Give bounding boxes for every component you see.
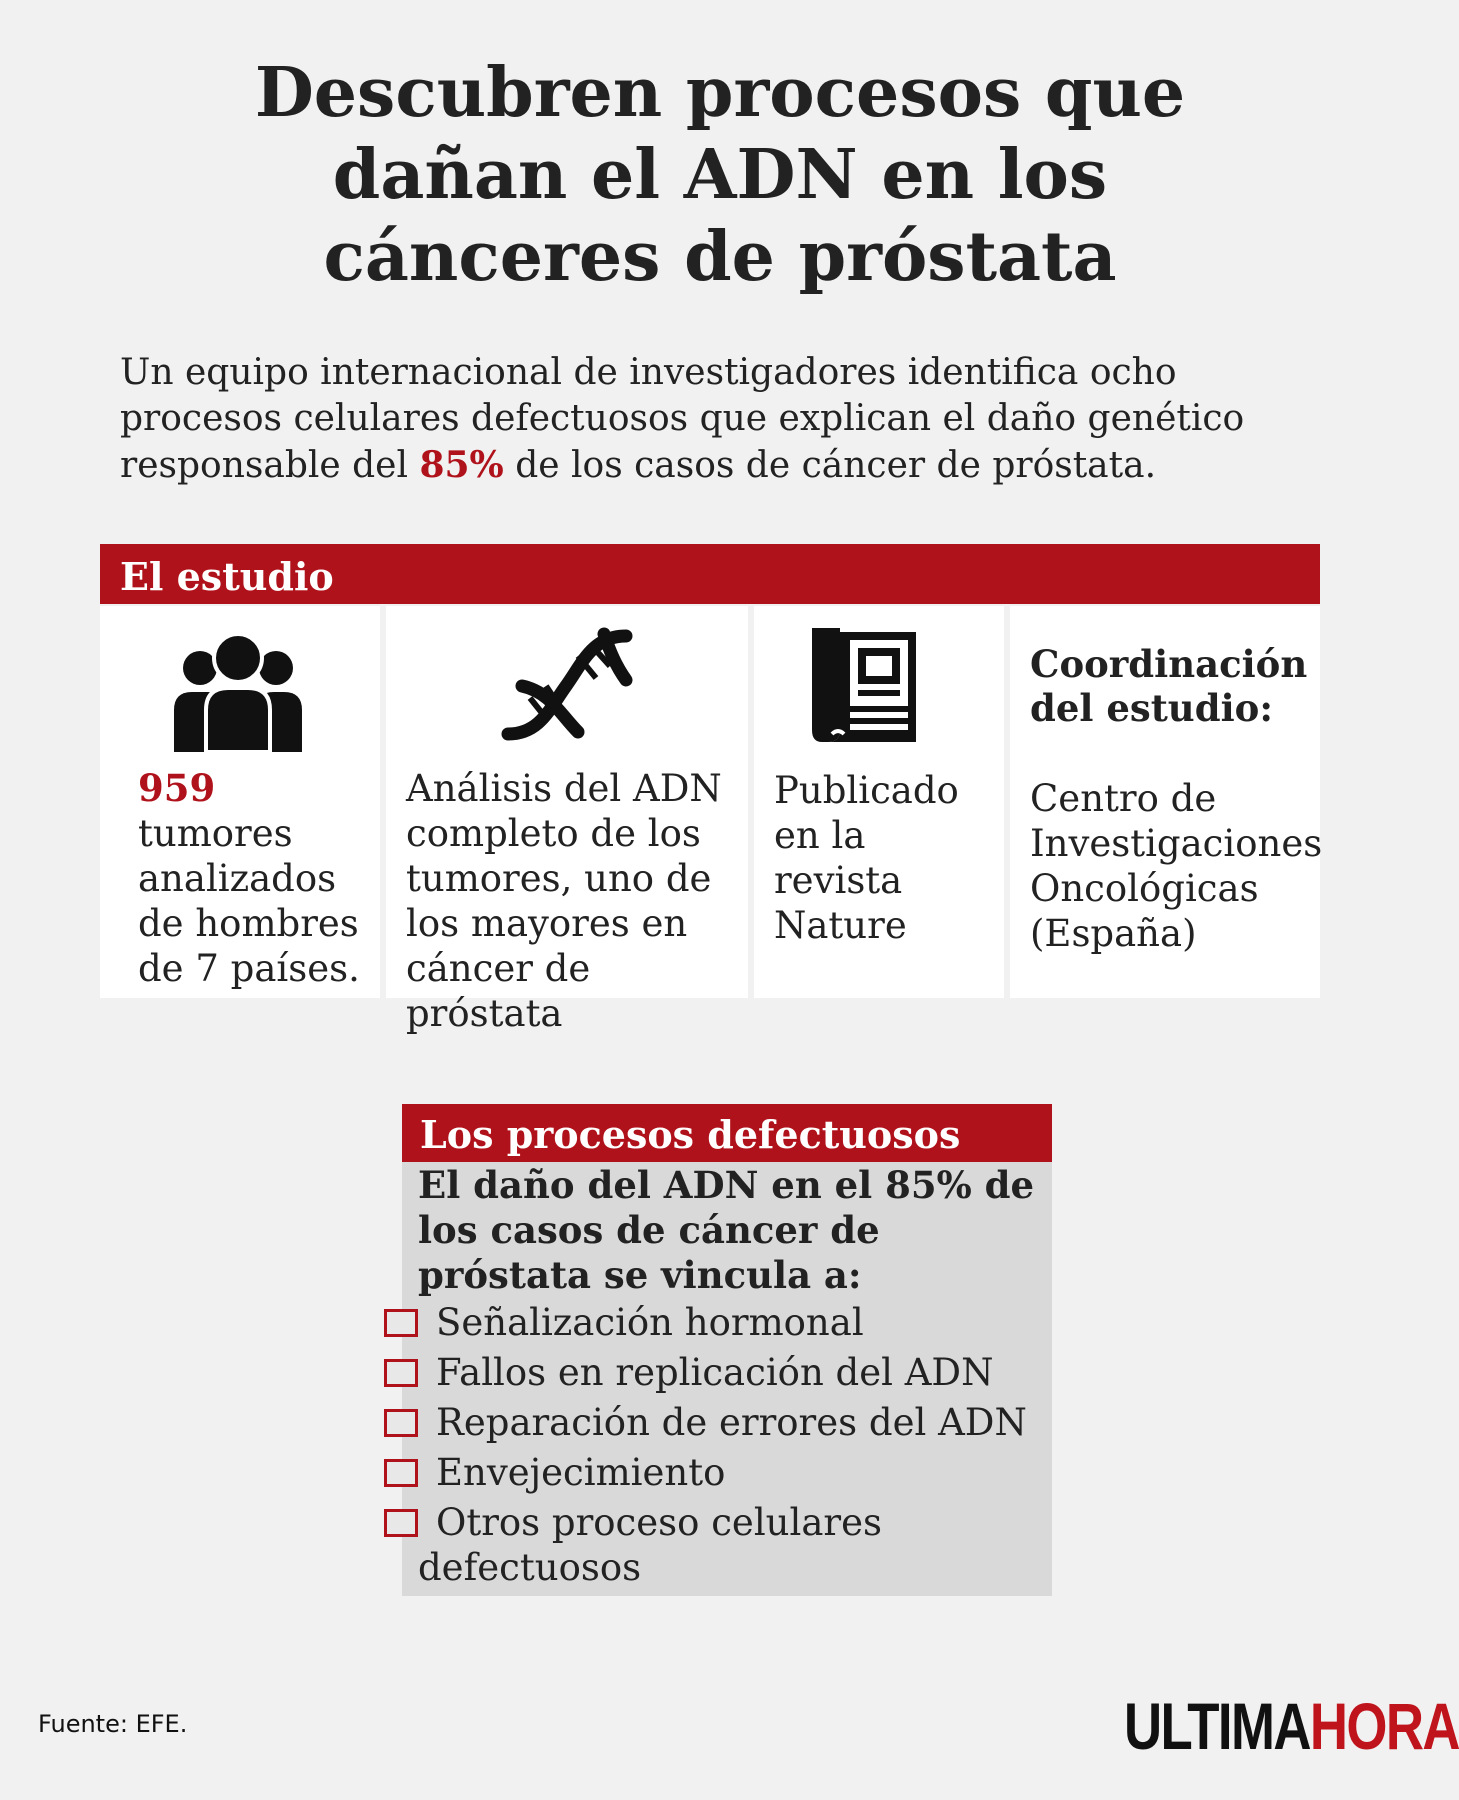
intro-highlight: 85% — [419, 444, 504, 486]
process-label: Otros proceso celulares — [436, 1501, 882, 1544]
source-note: Fuente: EFE. — [38, 1710, 188, 1738]
journal-icon — [810, 622, 920, 748]
analysis-cell — [386, 606, 748, 1035]
tumors-description: tumores analizados de hombres de 7 países. — [138, 812, 360, 990]
process-item — [382, 1350, 1062, 1395]
process-label: Envejecimiento — [436, 1451, 726, 1494]
intro-text: Un equipo internacional de investigadores identifica ocho procesos celulares defectuosos que explican el daño genético responsable del — [120, 352, 1245, 486]
process-label: Reparación de errores del ADN — [436, 1401, 1027, 1444]
title-line: dañan el ADN en los — [332, 135, 1108, 215]
checkbox-icon — [384, 1509, 418, 1537]
title-line: Descubren procesos que — [254, 53, 1186, 133]
dna-icon — [500, 622, 634, 748]
tumors-count: 959 — [138, 766, 216, 810]
processes-lead: El daño del ADN en el 85% de los casos de cáncer de próstata se vincula a: — [418, 1163, 1035, 1297]
process-item — [382, 1450, 1062, 1495]
coordination-label: Coordinación del estudio: — [1030, 642, 1308, 730]
coordination-value: Centro de Investigaciones Oncológicas (España) — [1030, 777, 1323, 955]
logo-part-ultima: ULTIMA — [1124, 1689, 1310, 1763]
process-item — [382, 1400, 1062, 1445]
process-label: Señalización hormonal — [436, 1301, 864, 1344]
processes-heading: Los procesos defectuosos — [402, 1104, 1052, 1162]
analysis-text: Análisis del ADN completo de los tumores, uno de los mayores en cáncer de próstata — [406, 767, 722, 1035]
coordination-cell — [1010, 606, 1323, 998]
checkbox-icon — [384, 1359, 418, 1387]
process-item — [382, 1300, 1062, 1345]
intro-paragraph — [120, 350, 1340, 489]
process-label-continued: defectuosos — [418, 1546, 642, 1589]
logo-part-hora: HORA — [1309, 1689, 1459, 1763]
title-line: cánceres de próstata — [323, 217, 1117, 297]
study-heading: El estudio — [100, 544, 1320, 604]
tumors-cell — [100, 606, 380, 998]
people-icon — [170, 634, 306, 752]
tumors-text — [138, 766, 378, 991]
page-title — [120, 52, 1320, 298]
checkbox-icon — [384, 1409, 418, 1437]
ultimahora-logo — [1124, 1688, 1459, 1764]
intro-text-end: de los casos de cáncer de próstata. — [503, 445, 1157, 486]
published-cell — [754, 606, 1004, 998]
published-text: Publicado en la revista Nature — [774, 769, 959, 947]
checkbox-icon — [384, 1459, 418, 1487]
process-item — [382, 1500, 1062, 1590]
checkbox-icon — [384, 1309, 418, 1337]
process-label: Fallos en replicación del ADN — [436, 1351, 994, 1394]
processes-list — [382, 1300, 1062, 1595]
